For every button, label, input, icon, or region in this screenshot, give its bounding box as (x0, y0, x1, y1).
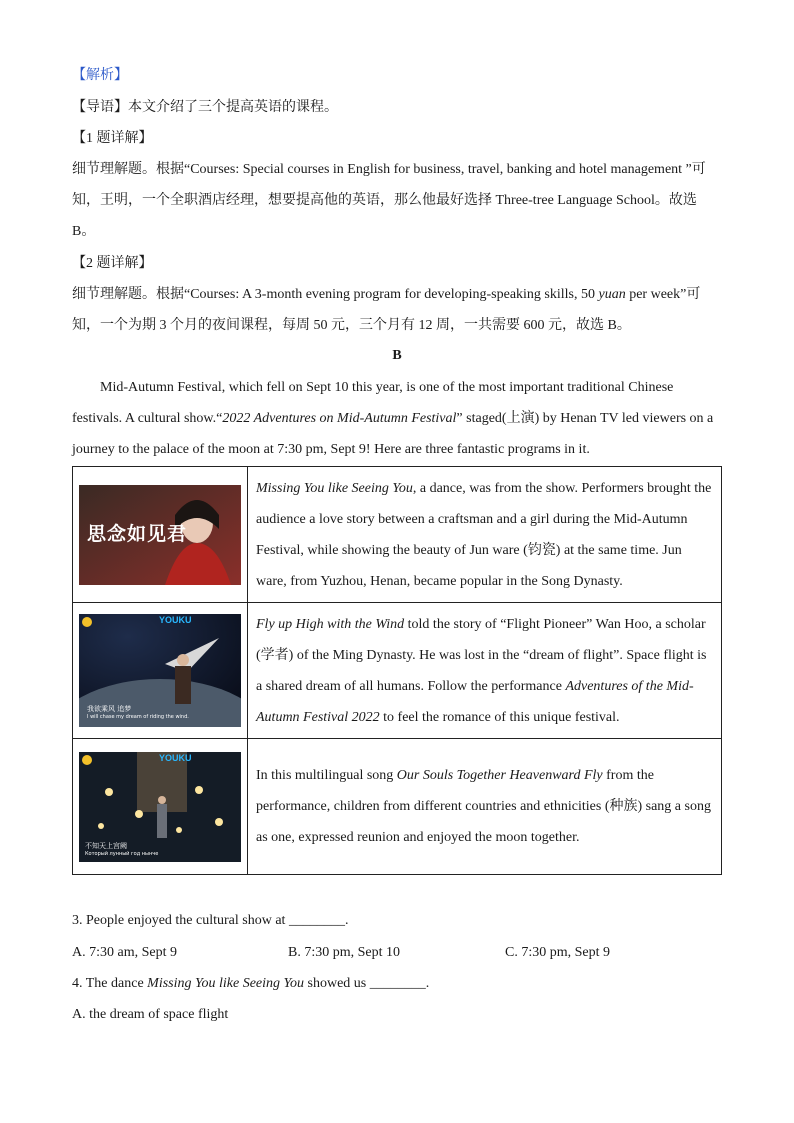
program-1-image (79, 485, 241, 585)
intro-paragraph: Mid-Autumn Festival, which fell on Sept 10 this year, is one of the most important traditional Chinese festivals. A cultural show.“2022 Adventures on Mid-Autumn Festival” staged(上演) by Henan TV led viewers on a journey to the palace of the moon at 7:30 pm, Sept 9! Here are three fantastic programs in it. (72, 380, 714, 457)
program-3-image (79, 752, 241, 862)
q2-line-2: 知，一个为期 3 个月的夜间课程，每周 50 元，三个月有 12 周，一共需要 600 元，故选 B。 (72, 318, 631, 333)
program-row-2 (73, 603, 722, 739)
q3-stem: 3. People enjoyed the cultural show at ________. (72, 913, 349, 928)
program-2-text: Fly up High with the Wind told the story of “Flight Pioneer” Wan Hoo, a scholar (学者) of the Ming Dynasty. He was lost in the “dream of flight”. Space flight is a shared dream of all humans. Follow the performance Adventures of the Mid-Autumn Festival 2022 to feel the romance of this unique festival. (248, 603, 722, 739)
q3-option-c: C. 7:30 pm, Sept 9 (505, 945, 611, 960)
lead-line: 【导语】本文介绍了三个提高英语的课程。 (72, 100, 338, 115)
q1-line-1: 细节理解题。根据“Courses: Special courses in English for business, travel, banking and hotel management ”可 (72, 162, 706, 177)
program-1-image-caption: 思念如见君 (87, 522, 188, 545)
program-2-image-cell (73, 603, 248, 739)
q1-header: 【1 题详解】 (72, 131, 153, 146)
program-3-image-cell (73, 739, 248, 875)
program-3-caption-en: Который лунный год нынче (85, 850, 159, 857)
program-3-logo: YOUKU (159, 752, 192, 763)
program-3-text: In this multilingual song Our Souls Together Heavenward Fly from the performance, children from different countries and ethnicities (种族) sang a song as one, expressed reunion and enjoyed the moon together. (248, 739, 722, 875)
program-row-1 (73, 467, 722, 603)
program-2-caption-cn: 我欲乘风 追梦 (87, 705, 132, 713)
q1-line-3: B。 (72, 224, 96, 239)
q3-option-b: B. 7:30 pm, Sept 10 (288, 945, 401, 960)
q3-option-a: A. 7:30 am, Sept 9 (72, 945, 177, 960)
q4-stem: 4. The dance Missing You like Seeing You showed us ________. (72, 976, 430, 991)
program-3-caption-cn: 不知天上宫阙 (85, 841, 127, 850)
q2-line-1: 细节理解题。根据“Courses: A 3-month evening program for developing-speaking skills, 50 yuan per week”可 (72, 287, 701, 302)
q4-option-a: A. the dream of space flight (72, 1007, 229, 1022)
program-2-logo: YOUKU (159, 615, 192, 625)
q1-line-2: 知，王明，一个全职酒店经理，想要提高他的英语，那么他最好选择 Three-tree Language School。故选 (72, 193, 697, 208)
q2-header: 【2 题详解】 (72, 256, 153, 271)
program-1-image-cell (73, 467, 248, 603)
program-1-text: Missing You like Seeing You, a dance, was from the show. Performers brought the audience a love story between a craftsman and a girl during the Mid-Autumn Festival, while showing the beauty of Jun ware (钧瓷) at the same time. Jun ware, from Yuzhou, Henan, became popular in the Song Dynasty. (248, 467, 722, 603)
programs-table (72, 466, 722, 875)
program-2-image (79, 614, 241, 727)
program-2-caption-en: I will chase my dream of riding the wind. (87, 714, 189, 720)
analysis-header: 【解析】 (72, 68, 128, 83)
program-row-3 (73, 739, 722, 875)
section-label: B (392, 348, 402, 363)
